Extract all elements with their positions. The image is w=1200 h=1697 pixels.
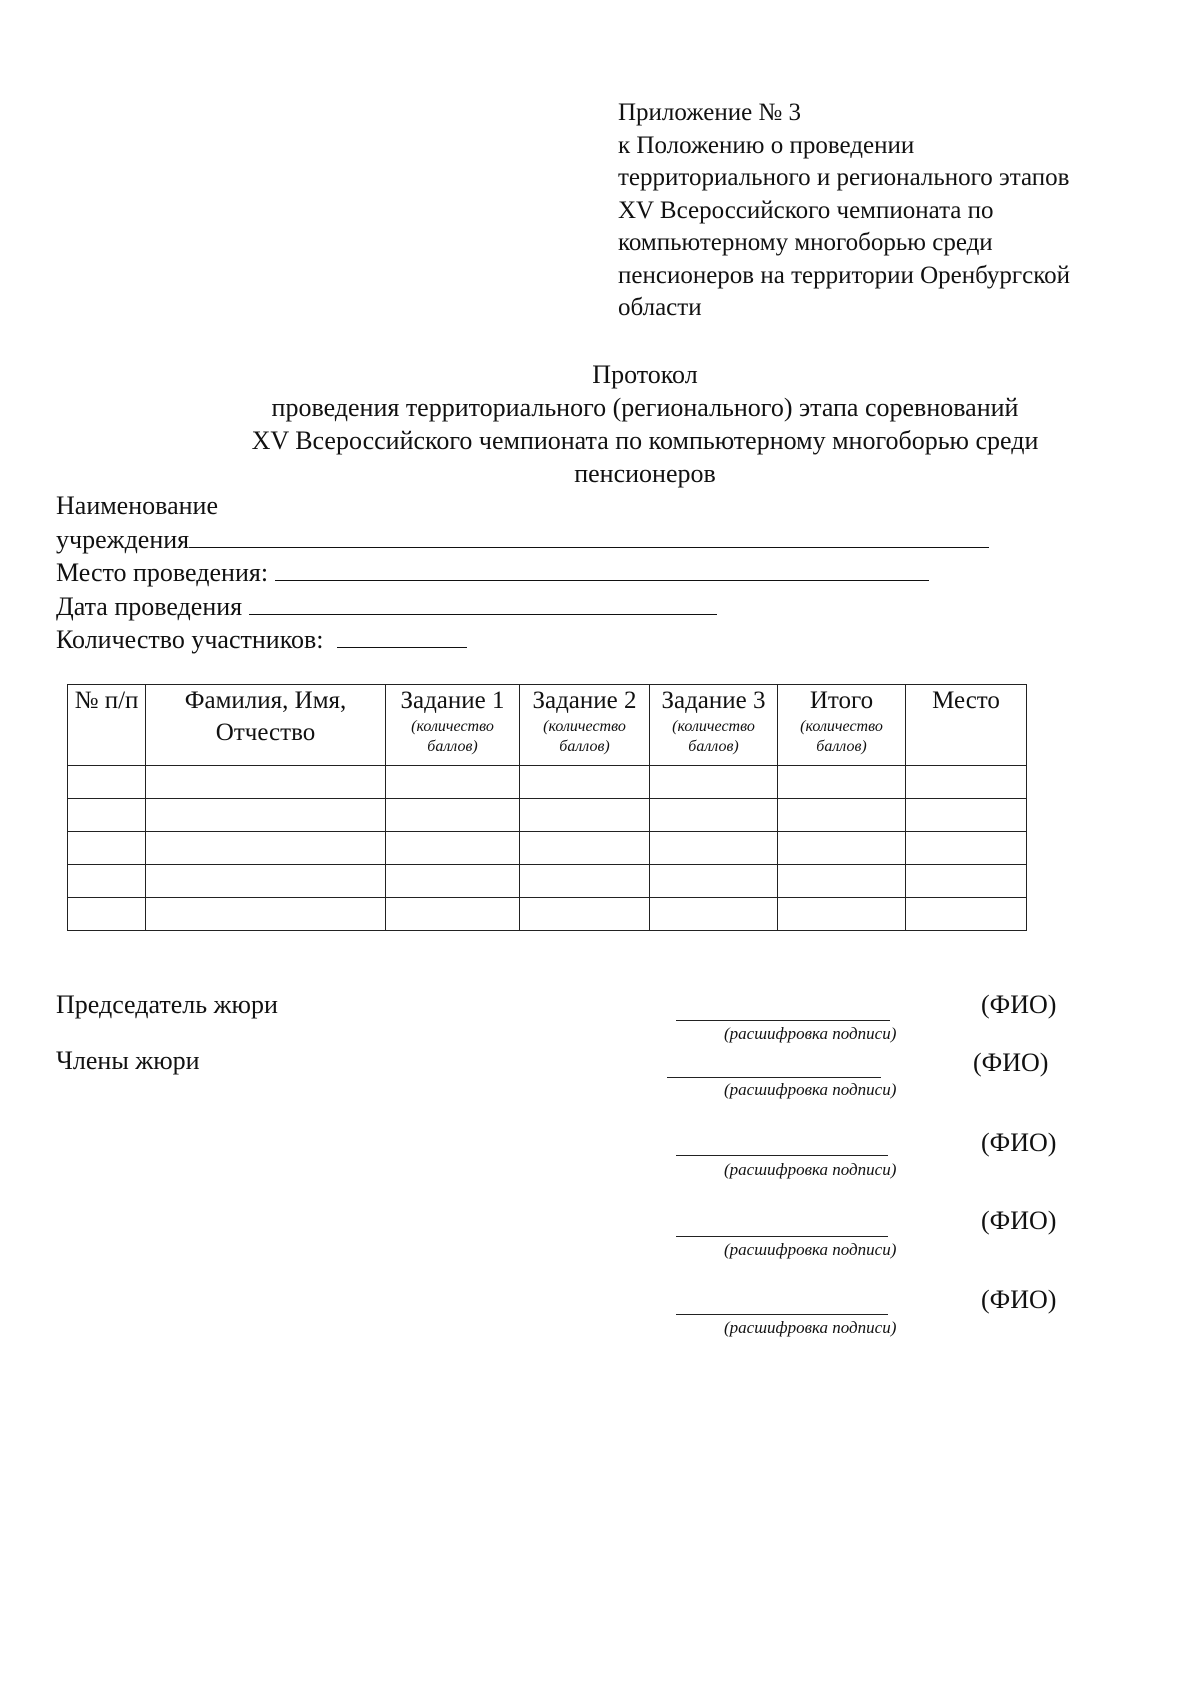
date-label: Дата проведения [56, 591, 243, 621]
header-total-label: Итого [809, 687, 874, 714]
results-table [67, 684, 1027, 931]
header-task3-label: Задание 3 [661, 687, 766, 714]
title-line-3: XV Всероссийского чемпионата по компьютерному многоборью среди [251, 426, 1039, 455]
table-cell[interactable] [68, 799, 146, 832]
table-cell[interactable] [650, 898, 778, 931]
table-cell[interactable] [520, 865, 650, 898]
header-task3-sub: (количество баллов) [672, 718, 755, 755]
header-task1-label: Задание 1 [400, 687, 505, 714]
table-cell[interactable] [386, 832, 520, 865]
fio-chairman: (ФИО) [981, 990, 1057, 1019]
header-number-label: № п/п [74, 687, 139, 714]
protocol-title [150, 358, 1140, 490]
participants-row [56, 623, 1056, 657]
institution-input-line[interactable] [189, 523, 989, 548]
table-cell[interactable] [386, 865, 520, 898]
header-task2-label: Задание 2 [532, 687, 637, 714]
date-input-line[interactable] [249, 590, 717, 615]
institution-row [56, 523, 1056, 557]
participants-input-line[interactable] [337, 623, 467, 648]
title-line-4: пенсионеров [574, 459, 716, 488]
institution-label-1: Наименование [56, 491, 218, 520]
fio-member-3: (ФИО) [981, 1206, 1057, 1235]
signature-line-member-4[interactable] [676, 1314, 888, 1315]
header-task1 [386, 685, 520, 766]
table-cell[interactable] [386, 799, 520, 832]
appendix-line-2: к Положению о проведении [618, 131, 915, 159]
table-cell[interactable] [906, 766, 1027, 799]
table-cell[interactable] [146, 766, 386, 799]
table-cell[interactable] [650, 766, 778, 799]
table-cell[interactable] [520, 832, 650, 865]
header-fullname [146, 685, 386, 766]
table-cell[interactable] [906, 898, 1027, 931]
table-cell[interactable] [650, 865, 778, 898]
venue-row [56, 556, 1056, 590]
table-cell[interactable] [778, 898, 906, 931]
signature-line-member-2[interactable] [676, 1155, 888, 1156]
table-cell[interactable] [906, 799, 1027, 832]
header-fields [56, 490, 1056, 657]
table-cell[interactable] [386, 766, 520, 799]
signature-hint-chairman: (расшифровка подписи) [724, 1024, 897, 1043]
fio-member-1: (ФИО) [973, 1048, 1049, 1077]
header-fullname-label: Фамилия, Имя, Отчество [184, 687, 347, 746]
table-cell[interactable] [146, 799, 386, 832]
header-place-label: Место [932, 687, 1000, 714]
members-label: Члены жюри [56, 1046, 200, 1075]
signature-hint-member-2: (расшифровка подписи) [724, 1160, 897, 1179]
appendix-line-7: области [618, 294, 702, 321]
table-cell[interactable] [778, 799, 906, 832]
venue-input-line[interactable] [275, 556, 929, 581]
table-cell[interactable] [520, 766, 650, 799]
table-cell[interactable] [386, 898, 520, 931]
header-task1-sub: (количество баллов) [411, 718, 494, 755]
table-cell[interactable] [650, 832, 778, 865]
table-cell[interactable] [650, 799, 778, 832]
title-line-1: Протокол [592, 360, 698, 389]
header-total [778, 685, 906, 766]
table-row [68, 799, 1027, 832]
table-cell[interactable] [778, 865, 906, 898]
table-row [68, 766, 1027, 799]
table-body [68, 766, 1027, 931]
appendix-line-1: Приложение № 3 [618, 99, 802, 126]
signature-line-member-3[interactable] [676, 1236, 888, 1237]
header-task2 [520, 685, 650, 766]
signature-hint-member-4: (расшифровка подписи) [724, 1318, 897, 1337]
header-task3 [650, 685, 778, 766]
header-total-sub: (количество баллов) [800, 718, 883, 755]
title-line-2: проведения территориального (регионального) этапа соревнований [271, 393, 1019, 422]
institution-label-row [56, 490, 1056, 523]
table-header-row [68, 685, 1027, 766]
table-cell[interactable] [146, 865, 386, 898]
signature-line-chairman[interactable] [676, 1020, 890, 1021]
fio-member-2: (ФИО) [981, 1128, 1057, 1157]
table-cell[interactable] [778, 832, 906, 865]
table-cell[interactable] [68, 766, 146, 799]
chairman-label: Председатель жюри [56, 990, 278, 1019]
appendix-line-6: пенсионеров на территории Оренбургской [618, 261, 1070, 289]
appendix-block [618, 97, 1138, 325]
header-task2-sub: (количество баллов) [543, 718, 626, 755]
participants-label: Количество участников: [56, 625, 324, 654]
header-number [68, 685, 146, 766]
table-cell[interactable] [520, 799, 650, 832]
table-row [68, 865, 1027, 898]
table-cell[interactable] [68, 898, 146, 931]
venue-label: Место проведения: [56, 558, 269, 587]
table-cell[interactable] [146, 832, 386, 865]
signature-hint-member-3: (расшифровка подписи) [724, 1240, 897, 1259]
table-row [68, 832, 1027, 865]
signature-line-member-1[interactable] [667, 1077, 881, 1078]
header-place [906, 685, 1027, 766]
appendix-line-3: территориального и регионального этапов [618, 164, 1070, 191]
table-cell[interactable] [520, 898, 650, 931]
fio-member-4: (ФИО) [981, 1285, 1057, 1314]
institution-label-2: учреждения [56, 524, 190, 554]
table-cell[interactable] [68, 865, 146, 898]
table-row [68, 898, 1027, 931]
table-cell[interactable] [778, 766, 906, 799]
table-cell[interactable] [906, 832, 1027, 865]
appendix-line-5: компьютерному многоборью среди [618, 229, 993, 256]
table-cell[interactable] [906, 865, 1027, 898]
date-row [56, 590, 1056, 624]
table-cell[interactable] [146, 898, 386, 931]
signature-hint-member-1: (расшифровка подписи) [724, 1080, 897, 1099]
table-cell[interactable] [68, 832, 146, 865]
appendix-line-4: XV Всероссийского чемпионата по [618, 196, 994, 224]
